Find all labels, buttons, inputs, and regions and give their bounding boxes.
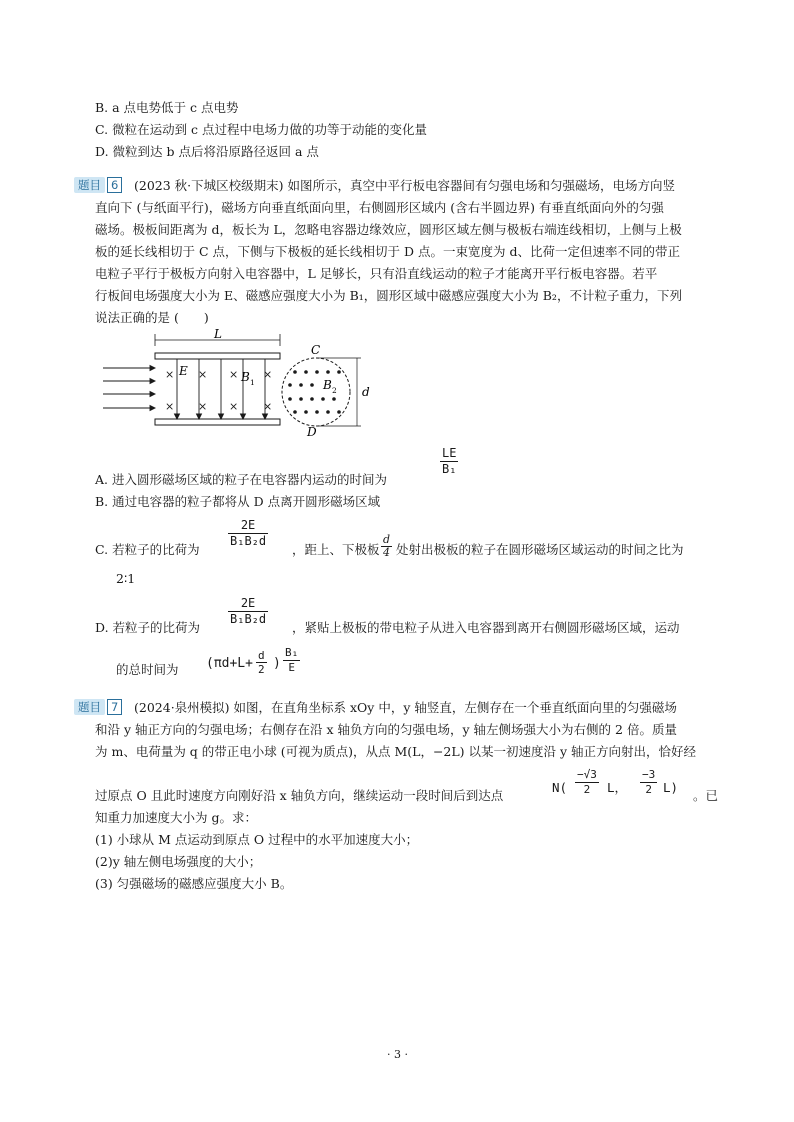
q6-option-d-post: ，紧贴上极板的带电粒子从进入电容器到离开右侧圆形磁场区域，运动 xyxy=(292,620,680,635)
q7-line-4-end: 。已 xyxy=(693,788,719,803)
label-E: E xyxy=(179,364,188,378)
fraction-numerator: d xyxy=(383,533,391,546)
option-c-fraction xyxy=(228,518,268,549)
q6-option-d-line2: 的总时间为 xyxy=(116,662,179,677)
fraction-numerator: 2E xyxy=(240,596,256,610)
page-number: · 3 · xyxy=(387,1048,408,1061)
q6-line-2: 直向下 (与纸面平行)，磁场方向垂直纸面向里，右侧圆形区域内 (含右半圆边界) 有垂直纸面向外的匀强 xyxy=(95,200,664,215)
fraction-denominator: B₁B₂d xyxy=(230,534,267,548)
option-d-expression-b: ) xyxy=(273,656,281,671)
option-a-fraction xyxy=(440,446,458,477)
q6-line-6: 行板间电场强度大小为 E、磁感应强度大小为 B₁，圆形区域中磁感应强度大小为 B₂，不计粒子重力，下列 xyxy=(95,288,682,303)
q6-option-a: A. 进入圆形磁场区域的粒子在电容器内运动的时间为 xyxy=(95,472,387,487)
circular-field-region xyxy=(282,358,350,426)
q6-line-7: 说法正确的是 ( ) xyxy=(95,310,209,325)
q7-sub-2: (2)y 轴左侧电场强度的大小； xyxy=(95,854,262,869)
q6-line-3: 磁场。极板间距离为 d，板长为 L，忽略电容器边缘效应，圆形区域左侧与极板右端连线相切，上侧与上极 xyxy=(95,222,682,237)
option-c-prev: C. 微粒在运动到 c 点过程中电场力做的功等于动能的变化量 xyxy=(95,122,428,137)
question-number: 7 xyxy=(107,699,122,715)
question-tag-label: 题目 xyxy=(74,699,105,715)
point-N-mid: L， xyxy=(607,780,628,795)
label-C: C xyxy=(311,343,321,357)
fraction-denominator: 2 xyxy=(583,783,591,796)
fraction-denominator: B₁ xyxy=(442,462,457,476)
q7-line-2: 和沿 y 轴正方向的匀强电场；右侧存在沿 x 轴负方向的匀强电场，y 轴左侧场强大小为右侧的 2 倍。质量 xyxy=(95,722,677,737)
option-d-expression-fraction xyxy=(256,649,267,676)
q6-option-c-mid: ，距上、下极板 xyxy=(292,542,380,557)
q7-line-3: 为 m、电荷量为 q 的带正电小球 (可视为质点)，从点 M(L，−2L) 以某一初速度沿 y 轴正方向射出，恰好经 xyxy=(95,744,697,759)
svg-text:×: × xyxy=(229,400,239,413)
label-D: D xyxy=(307,425,317,439)
q6-line-5: 电粒子平行于极板方向射入电容器中，L 足够长，只有沿直线运动的粒子才能离开平行板电容器。若平 xyxy=(95,266,658,281)
svg-text:×: × xyxy=(263,400,273,413)
svg-text:×: × xyxy=(165,368,175,381)
q7-line-4: 过原点 O 且此时速度方向刚好沿 x 轴负方向，继续运动一段时间后到达点 xyxy=(95,788,504,803)
label-B2-sub: 2 xyxy=(332,386,337,395)
option-d-prev: D. 微粒到达 b 点后将沿原路径返回 a 点 xyxy=(95,144,319,159)
q7-sub-3: (3) 匀强磁场的磁感应强度大小 B。 xyxy=(95,876,293,891)
option-d-expression-fraction2 xyxy=(283,646,300,675)
q6-option-b: B. 通过电容器的粒子都将从 D 点离开圆形磁场区域 xyxy=(95,494,381,509)
svg-text:×: × xyxy=(229,368,239,381)
svg-text:×: × xyxy=(198,400,208,413)
incoming-particle-arrows xyxy=(103,366,155,411)
fraction-denominator: E xyxy=(288,661,295,674)
q6-option-d-pre: D. 若粒子的比荷为 xyxy=(95,620,201,635)
svg-text:×: × xyxy=(198,368,208,381)
fraction-numerator: −√3 xyxy=(577,768,597,781)
option-d-expression-a: (πd+L+ xyxy=(206,656,253,671)
point-N-fraction-1 xyxy=(575,768,599,797)
electric-field-lines xyxy=(175,359,268,419)
fraction-denominator: 2 xyxy=(645,783,652,796)
point-N-label: N( xyxy=(552,780,568,795)
point-N-fraction-2 xyxy=(640,768,657,797)
q7-line-5: 知重力加速度大小为 g。求： xyxy=(95,810,257,825)
question-6-tag xyxy=(74,177,122,193)
point-N-end: L) xyxy=(663,780,679,795)
q6-option-c-post: 处射出极板的粒子在圆形磁场区域运动的时间之比为 xyxy=(396,542,684,557)
option-b-prev: B. a 点电势低于 c 点电势 xyxy=(95,100,239,115)
fraction-denominator: 4 xyxy=(383,546,391,559)
q6-line-4: 板的延长线相切于 C 点，下侧与下极板的延长线相切于 D 点。一束宽度为 d、比荷一定但速率不同的带正 xyxy=(95,244,680,259)
q6-option-c-pre: C. 若粒子的比荷为 xyxy=(95,542,200,557)
q6-option-c-ratio: 2∶1 xyxy=(116,571,136,586)
question-number: 6 xyxy=(107,177,122,193)
option-d-fraction xyxy=(228,596,268,627)
q7-line-1: (2024·泉州模拟) 如图，在直角坐标系 xOy 中，y 轴竖直，左侧存在一个垂直纸面向里的匀强磁场 xyxy=(134,700,677,715)
label-B1: B xyxy=(241,370,250,384)
fraction-numerator: −3 xyxy=(642,768,656,781)
q6-line-1: (2023 秋·下城区校级期末) 如图所示，真空中平行板电容器间有匀强电场和匀强磁场，电场方向竖 xyxy=(134,178,675,193)
fraction-numerator: 2E xyxy=(240,518,256,532)
option-c-small-fraction xyxy=(381,534,392,559)
fraction-numerator: d xyxy=(258,649,265,662)
fraction-numerator: B₁ xyxy=(285,646,299,659)
capacitor-figure xyxy=(95,328,395,440)
question-tag-label: 题目 xyxy=(74,177,105,193)
fraction-denominator: 2 xyxy=(258,663,265,676)
label-d: d xyxy=(362,385,370,399)
svg-text:×: × xyxy=(165,400,175,413)
fraction-numerator: LE xyxy=(442,446,457,460)
svg-text:×: × xyxy=(263,368,273,381)
label-L: L xyxy=(214,328,222,341)
label-B2: B xyxy=(323,378,332,392)
label-B1-sub: 1 xyxy=(250,378,255,387)
q7-sub-1: (1) 小球从 M 点运动到原点 O 过程中的水平加速度大小； xyxy=(95,832,419,847)
question-7-tag xyxy=(74,699,122,715)
upper-plate xyxy=(155,353,280,359)
lower-plate xyxy=(155,419,280,425)
fraction-denominator: B₁B₂d xyxy=(230,612,267,626)
